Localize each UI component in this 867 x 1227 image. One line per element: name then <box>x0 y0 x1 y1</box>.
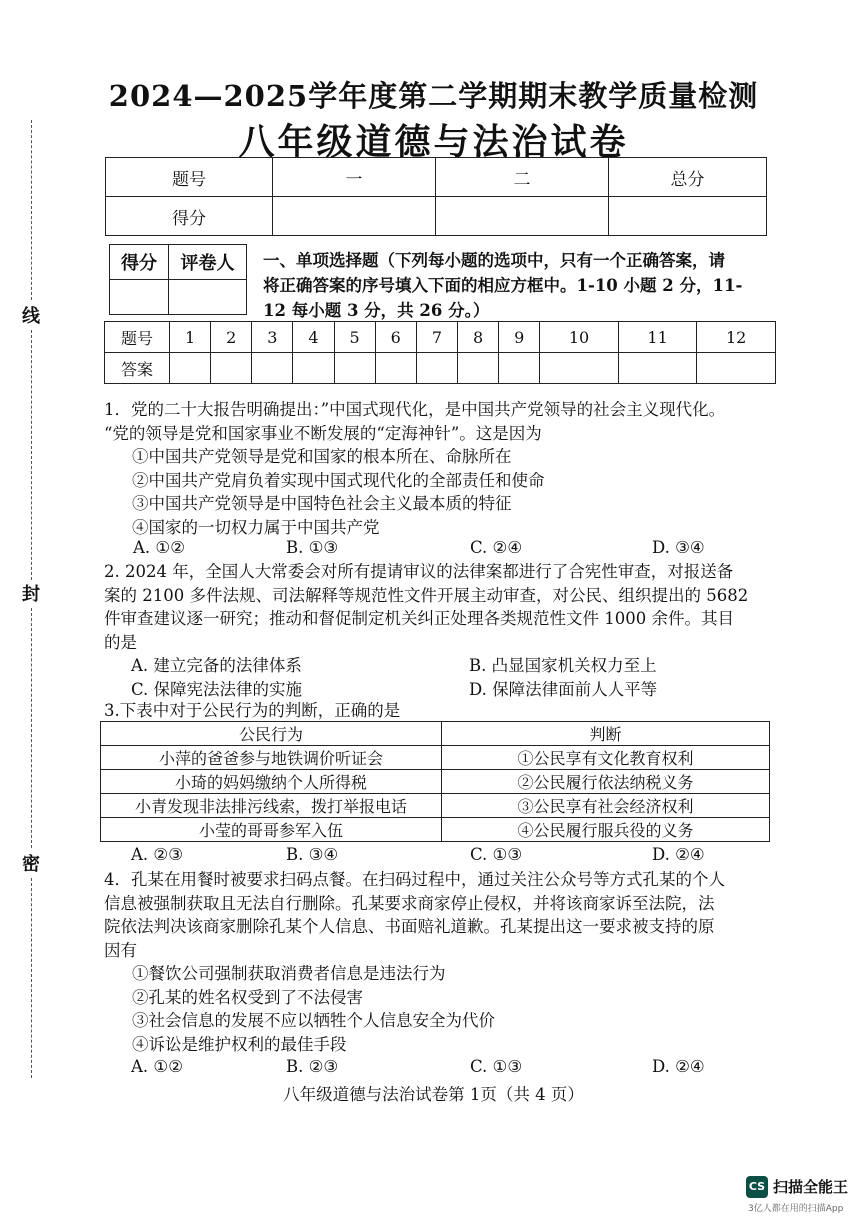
q3-row-behavior: 小琦的妈妈缴纳个人所得税 <box>101 770 442 794</box>
margin-mark-secret: 密 <box>22 854 40 875</box>
answer-number: 6 <box>375 322 416 353</box>
q4-stem-line2: 信息被强制获取且无法自行删除。孔某要求商家停止侵权，并将该商家诉至法院，法 <box>104 893 715 913</box>
q4-statement-2: ②孔某的姓名权受到了不法侵害 <box>132 987 363 1007</box>
q4-stem-line1: 4．孔某在用餐时被要求扫码点餐。在扫码过程中，通过关注公众号等方式孔某的个人 <box>104 870 725 889</box>
answer-cell <box>293 353 334 384</box>
q3-option-a: A. ②③ <box>131 845 183 864</box>
grader-score-label: 得分 <box>110 245 169 280</box>
answer-number: 12 <box>697 322 776 353</box>
q4-stem-line3: 院依法判决该商家删除孔某个人信息、书面赔礼道歉。孔某提出这一要求被支持的原 <box>104 917 715 936</box>
answer-cell <box>416 353 457 384</box>
page-footer: 八年级道德与法治试卷第 1页（共 4 页） <box>283 1085 584 1104</box>
binding-dashed-line <box>31 878 32 1078</box>
answer-number: 5 <box>334 322 375 353</box>
answer-cell <box>375 353 416 384</box>
answer-cell <box>618 353 697 384</box>
grader-name-label: 评卷人 <box>169 245 247 280</box>
q4-option-c: C. ①③ <box>470 1057 523 1076</box>
answer-table <box>104 321 776 384</box>
exam-title-line1: 2024—2025学年度第二学期期末教学质量检测 <box>108 79 759 113</box>
q3-row-behavior: 小青发现非法排污线索，拨打举报电话 <box>101 794 442 818</box>
answer-cell <box>499 353 540 384</box>
q3-option-b: B. ③④ <box>286 845 339 864</box>
score-table <box>105 157 767 236</box>
answer-number: 10 <box>540 322 619 353</box>
answer-cell <box>211 353 252 384</box>
q1-option-d: D. ③④ <box>652 538 705 557</box>
answer-number: 2 <box>211 322 252 353</box>
q2-option-c: C. 保障宪法法律的实施 <box>131 680 303 699</box>
q2-option-b: B. 凸显国家机关权力至上 <box>469 656 657 675</box>
binding-dashed-line <box>31 608 32 848</box>
score-header-total: 总分 <box>609 158 767 197</box>
answer-table-ans-label: 答案 <box>105 353 170 384</box>
score-cell <box>436 197 609 236</box>
q3-option-c: C. ①③ <box>470 845 523 864</box>
score-header-section1: 一 <box>273 158 436 197</box>
answer-number: 8 <box>457 322 498 353</box>
answer-cell <box>252 353 293 384</box>
q3-row-judgement: ①公民享有文化教育权利 <box>442 746 770 770</box>
q4-statement-3: ③社会信息的发展不应以牺牲个人信息安全为代价 <box>132 1011 495 1030</box>
section1-line3: 12 每小题 3 分，共 26 分。） <box>263 301 490 320</box>
q3-stem: 3.下表中对于公民行为的判断，正确的是 <box>104 701 401 720</box>
answer-number: 1 <box>170 322 211 353</box>
q3-header-judgement: 判断 <box>442 722 770 746</box>
q1-option-a: A. ①② <box>133 538 185 557</box>
q1-stem-line2: “党的领导是党和国家事业不断发展的“定海神针”。这是因为 <box>104 423 542 443</box>
score-row-label: 得分 <box>106 197 273 236</box>
answer-cell <box>170 353 211 384</box>
grader-table <box>109 244 247 315</box>
section1-line1: 一、单项选择题（下列每小题的选项中，只有一个正确答案，请 <box>263 251 725 270</box>
q4-statement-1: ①餐饮公司强制获取消费者信息是违法行为 <box>132 964 446 983</box>
grader-name-cell <box>169 280 247 315</box>
q1-statement-4: ④国家的一切权力属于中国共产党 <box>132 517 380 537</box>
binding-dashed-line <box>31 330 32 580</box>
q1-stem-line1: 1．党的二十大报告明确提出：”中国式现代化，是中国共产党领导的社会主义现代化。 <box>104 400 726 419</box>
question-1 <box>104 398 784 539</box>
question-4 <box>104 868 784 1056</box>
q3-row-judgement: ③公民享有社会经济权利 <box>442 794 770 818</box>
margin-mark-line: 线 <box>22 306 40 327</box>
q1-option-c: C. ②④ <box>470 538 523 557</box>
q2-option-d: D. 保障法律面前人人平等 <box>469 680 658 699</box>
q4-option-b: B. ②③ <box>286 1057 339 1076</box>
q3-judgement-table <box>100 721 770 842</box>
section1-line2: 将正确答案的序号填入下面的相应方框中。1-10 小题 2 分，11- <box>263 276 743 295</box>
q1-statement-2: ②中国共产党肩负着实现中国式现代化的全部责任和使命 <box>132 470 545 490</box>
answer-table-num-label: 题号 <box>105 322 170 353</box>
answer-number: 7 <box>416 322 457 353</box>
q3-row-judgement: ④公民履行服兵役的义务 <box>442 818 770 842</box>
q1-statement-3: ③中国共产党领导是中国特色社会主义最本质的特征 <box>132 494 512 513</box>
exam-title-line2: 八年级道德与法治试卷 <box>238 121 629 163</box>
q4-option-d: D. ②④ <box>652 1057 705 1076</box>
scanner-logo-icon: CS <box>746 1176 768 1198</box>
answer-number: 4 <box>293 322 334 353</box>
margin-mark-seal: 封 <box>22 584 40 605</box>
binding-dashed-line <box>31 120 32 300</box>
q2-stem-line4: 的是 <box>104 632 137 652</box>
answer-number: 3 <box>252 322 293 353</box>
q3-option-d: D. ②④ <box>652 845 705 864</box>
q2-stem-line3: 件审查建议逐一研究；推动和督促制定机关纠正处理各类规范性文件 1000 余件。其目 <box>104 609 734 628</box>
score-header-section2: 二 <box>436 158 609 197</box>
scanner-app-tagline: 3亿人都在用的扫描App <box>748 1204 844 1214</box>
q3-row-judgement: ②公民履行依法纳税义务 <box>442 770 770 794</box>
answer-number: 9 <box>499 322 540 353</box>
grader-score-cell <box>110 280 169 315</box>
q4-statement-4: ④诉讼是维护权利的最佳手段 <box>132 1034 347 1054</box>
score-cell <box>273 197 436 236</box>
q2-stem-line1: 2. 2024 年，全国人大常委会对所有提请审议的法律案都进行了合宪性审查，对报送备 <box>104 562 734 581</box>
q1-option-b: B. ①③ <box>286 538 339 557</box>
q3-row-behavior: 小萍的爸爸参与地铁调价听证会 <box>101 746 442 770</box>
q3-row-behavior: 小莹的哥哥参军入伍 <box>101 818 442 842</box>
answer-cell <box>540 353 619 384</box>
question-2 <box>104 560 784 654</box>
q3-header-behavior: 公民行为 <box>101 722 442 746</box>
q4-stem-line4: 因有 <box>104 940 137 960</box>
answer-number: 11 <box>618 322 697 353</box>
q2-option-a: A. 建立完备的法律体系 <box>131 656 302 675</box>
q1-statement-1: ①中国共产党领导是党和国家的根本所在、命脉所在 <box>132 447 512 466</box>
scanner-app-name: 扫描全能王 <box>773 1178 849 1196</box>
answer-cell <box>334 353 375 384</box>
q4-option-a: A. ①② <box>131 1057 183 1076</box>
score-cell <box>609 197 767 236</box>
answer-cell <box>697 353 776 384</box>
answer-cell <box>457 353 498 384</box>
q2-stem-line2: 案的 2100 多件法规、司法解释等规范性文件开展主动审查，对公民、组织提出的 5682 <box>104 585 749 605</box>
score-header-number: 题号 <box>106 158 273 197</box>
section1-instructions <box>263 248 768 323</box>
